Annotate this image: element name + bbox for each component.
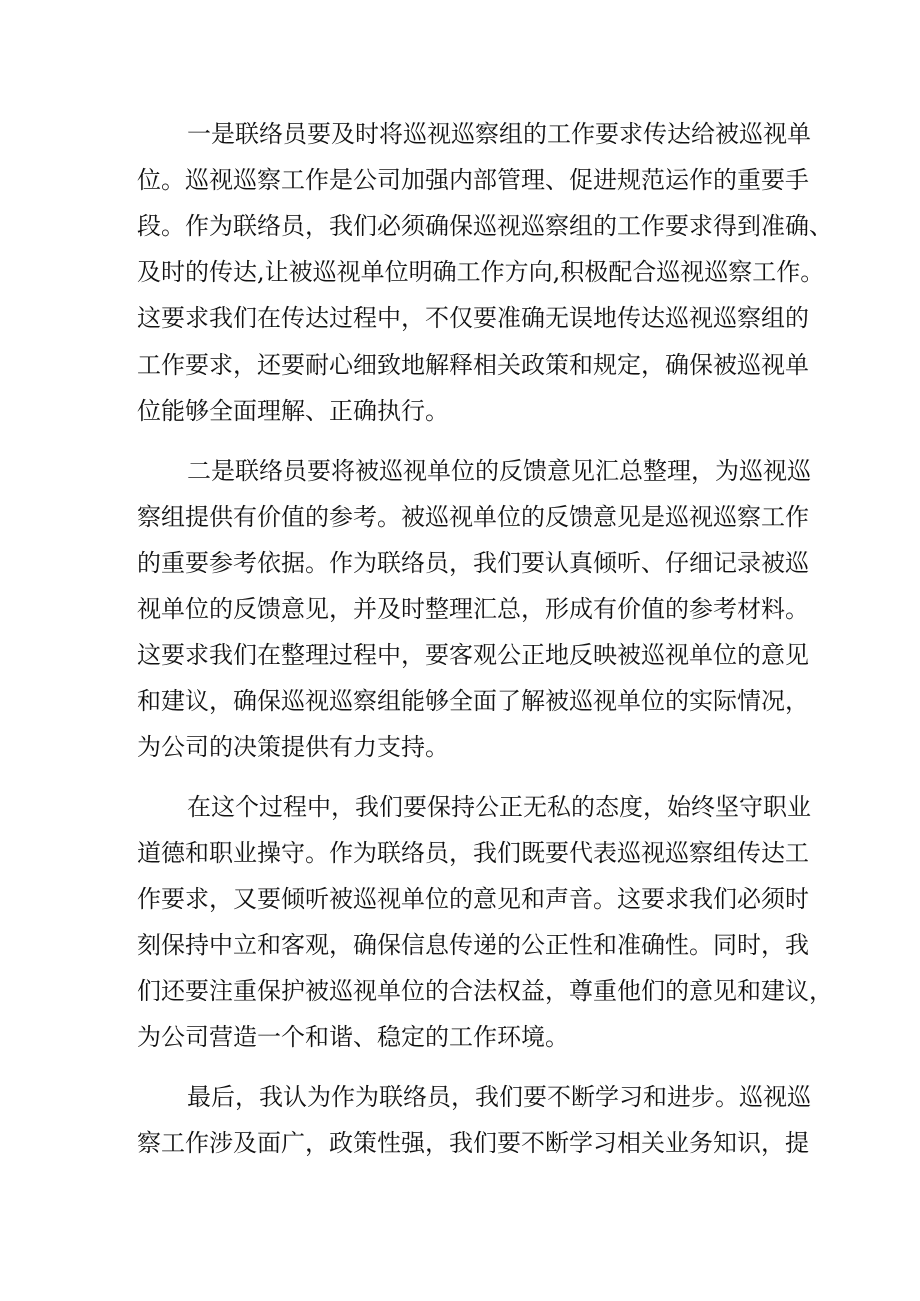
paragraph-2-line-3: 的重要参考依据。作为联络员，我们要认真倾听、仔细记录被巡	[137, 549, 809, 577]
paragraph-3-line-4: 刻保持中立和客观，确保信息传递的公正性和准确性。同时，我	[137, 931, 809, 959]
paragraph-3-line-5: 们还要注重保护被巡视单位的合法权益，尊重他们的意见和建议，	[137, 977, 833, 1005]
paragraph-3-line-2: 道德和职业操守。作为联络员，我们既要代表巡视巡察组传达工	[137, 839, 809, 867]
paragraph-3-line-6: 为公司营造一个和谐、稳定的工作环境。	[137, 1023, 569, 1051]
paragraph-2-line-2: 察组提供有价值的参考。被巡视单位的反馈意见是巡视巡察工作	[137, 503, 809, 531]
paragraph-1-line-6: 工作要求，还要耐心细致地解释相关政策和规定，确保被巡视单	[137, 351, 809, 379]
paragraph-2-line-1: 二是联络员要将被巡视单位的反馈意见汇总整理，为巡视巡	[187, 457, 811, 485]
paragraph-2-line-5: 这要求我们在整理过程中，要客观公正地反映被巡视单位的意见	[137, 641, 809, 669]
paragraph-1-line-5: 这要求我们在传达过程中，不仅要准确无误地传达巡视巡察组的	[137, 304, 809, 332]
paragraph-1-line-7: 位能够全面理解、正确执行。	[137, 397, 449, 425]
paragraph-4-line-2: 察工作涉及面广，政策性强，我们要不断学习相关业务知识，提	[137, 1129, 809, 1157]
paragraph-1-line-1: 一是联络员要及时将巡视巡察组的工作要求传达给被巡视单	[187, 120, 811, 148]
paragraph-4-line-1: 最后，我认为作为联络员，我们要不断学习和进步。巡视巡	[187, 1083, 811, 1111]
paragraph-1-line-2: 位。巡视巡察工作是公司加强内部管理、促进规范运作的重要手	[137, 166, 809, 194]
paragraph-3-line-1: 在这个过程中，我们要保持公正无私的态度，始终坚守职业	[187, 793, 811, 821]
paragraph-1-line-3: 段。作为联络员，我们必须确保巡视巡察组的工作要求得到准确、	[137, 212, 833, 240]
paragraph-2-line-6: 和建议，确保巡视巡察组能够全面了解被巡视单位的实际情况，	[137, 687, 809, 715]
paragraph-3-line-3: 作要求，又要倾听被巡视单位的意见和声音。这要求我们必须时	[137, 885, 809, 913]
paragraph-2-line-7: 为公司的决策提供有力支持。	[137, 733, 449, 761]
paragraph-2-line-4: 视单位的反馈意见，并及时整理汇总，形成有价值的参考材料。	[137, 595, 809, 623]
paragraph-1-line-4: 及时的传达,让被巡视单位明确工作方向,积极配合巡视巡察工作。	[137, 258, 825, 286]
